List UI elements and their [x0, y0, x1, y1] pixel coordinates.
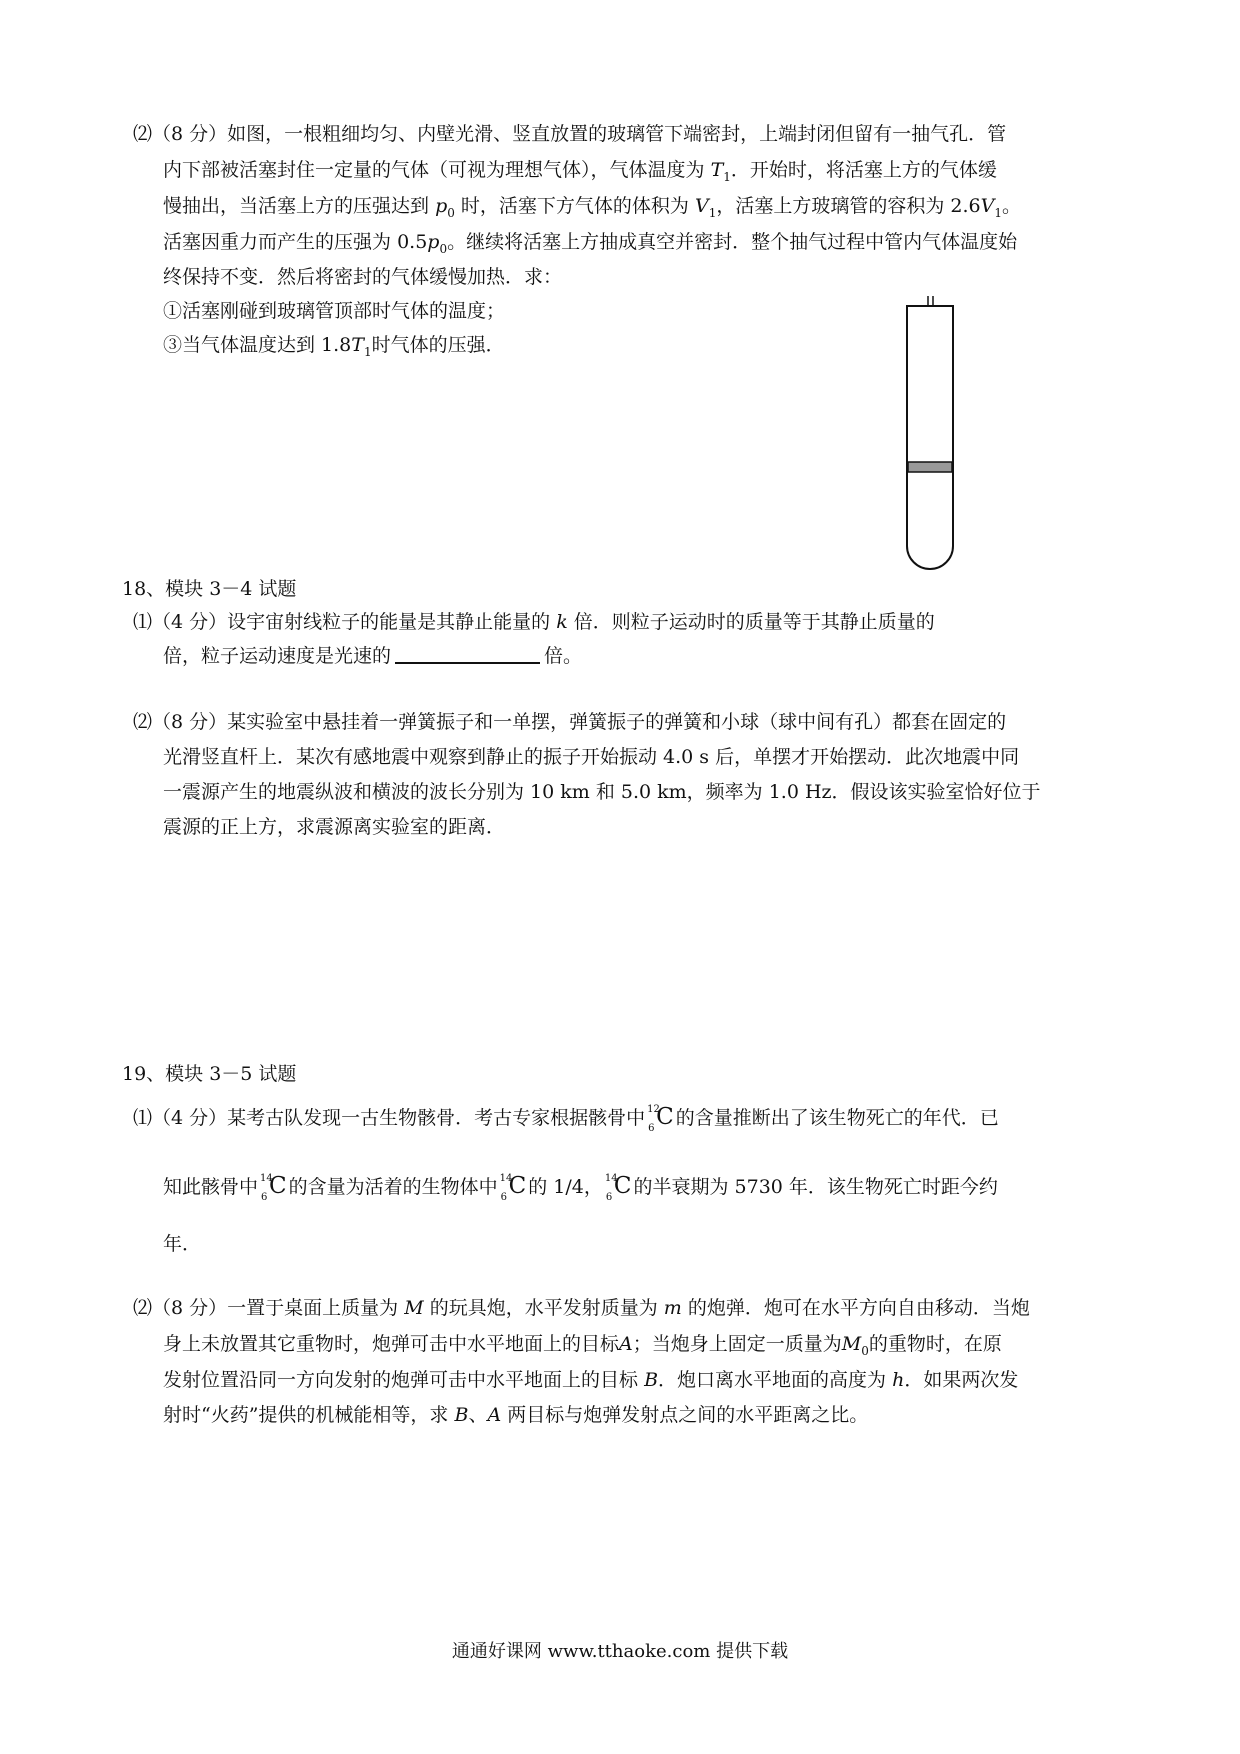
q19-part2-line-1: ⑵（8 分）一置于桌面上质量为 M 的玩具炮，水平发射质量为 m 的炮弹．炮可在水平方向自由移动．当炮	[133, 1297, 1030, 1319]
q17-2-line-5: 终保持不变．然后将密封的气体缓慢加热．求：	[163, 266, 563, 288]
q17-2-ask-2: ③当气体温度达到 $1.8T_1$时气体的压强．	[163, 334, 505, 359]
q17-2-line-1: ⑵（8 分）如图，一根粗细均匀、内壁光滑、竖直放置的玻璃管下端密封，上端封闭但留有一抽气孔．管	[133, 123, 1007, 145]
q18-part2-line-1: ⑵（8 分）某实验室中悬挂着一弹簧振子和一单摆，弹簧振子的弹簧和小球（球中间有孔）都套在固定的	[133, 711, 1007, 733]
q18-part2-line-3: 一震源产生的地震纵波和横波的波长分别为 10 km 和 5.0 km，频率为 1.0 Hz．假设该实验室恰好位于	[163, 781, 1041, 803]
piston	[908, 462, 952, 472]
q18-part2-line-2: 光滑竖直杆上．某次有感地震中观察到静止的振子开始振动 4.0 s 后，单摆才开始摆动．此次地震中同	[163, 746, 1020, 768]
q17-2-line-2: 内下部被活塞封住一定量的气体（可视为理想气体），气体温度为 $T_1$．开始时，将活塞上方的气体缓	[163, 159, 997, 184]
glass-tube-diagram	[900, 290, 960, 576]
q19-part1-line-3: 年．	[163, 1233, 202, 1255]
q18-title: 18、模块 3－4 试题	[122, 578, 297, 600]
q17-2-line-3: 慢抽出，当活塞上方的压强达到 $p_0$ 时，活塞下方气体的体积为 $V_1$，活塞上方玻璃管的容积为 $2.6V_1$。	[163, 195, 1022, 220]
q19-part2-line-2: 身上未放置其它重物时，炮弹可击中水平地面上的目标A；当炮身上固定一质量为$M_0$的重物时，在原	[163, 1333, 1002, 1358]
tube-outline	[907, 306, 953, 569]
answer-blank	[395, 642, 540, 664]
q17-2-ask-1: ①活塞刚碰到玻璃管顶部时气体的温度；	[163, 300, 506, 322]
page-footer: 通通好课网 www.tthaoke.com 提供下载	[451, 1641, 789, 1662]
q18-part1-line-1: ⑴（4 分）设宇宙射线粒子的能量是其静止能量的 k 倍．则粒子运动时的质量等于其静止质量的	[133, 611, 935, 633]
q18-part2-line-4: 震源的正上方，求震源离实验室的距离．	[163, 816, 506, 838]
air-vent	[928, 296, 933, 306]
carbon-12-isotope: 12 6 C	[647, 1104, 674, 1134]
q19-part1-line-2: 知此骸骨中 14 6 C 的含量为活着的生物体中 14 6 C 的 1/4， 14 6 C 的半衰期为 5730 年．该生物死亡时距今约	[163, 1173, 998, 1203]
q19-title: 19、模块 3－5 试题	[122, 1063, 297, 1085]
carbon-14-isotope: 14 6 C	[604, 1173, 632, 1203]
carbon-14-isotope: 14 6 C	[260, 1173, 287, 1203]
q18-part1-line-2: 倍，粒子运动速度是光速的 倍。	[163, 642, 582, 670]
q17-2-score: （8 分）	[152, 123, 228, 145]
q19-part2-line-4: 射时“火药”提供的机械能相等，求 B、A 两目标与炮弹发射点之间的水平距离之比。	[163, 1404, 869, 1426]
q19-part1-line-1: ⑴（4 分）某考古队发现一古生物骸骨．考古专家根据骸骨中 12 6 C 的含量推断出了该生物死亡的年代．已	[133, 1104, 999, 1134]
carbon-14-isotope: 14 6 C	[499, 1173, 527, 1203]
q17-2-number: ⑵	[133, 123, 153, 145]
q17-2-line-4: 活塞因重力而产生的压强为 $0.5p_0$。继续将活塞上方抽成真空并密封．整个抽气过程中管内气体温度始	[163, 231, 1018, 256]
q19-part2-line-3: 发射位置沿同一方向发射的炮弹可击中水平地面上的目标 B．炮口离水平地面的高度为 h．如果两次发	[163, 1369, 1019, 1391]
